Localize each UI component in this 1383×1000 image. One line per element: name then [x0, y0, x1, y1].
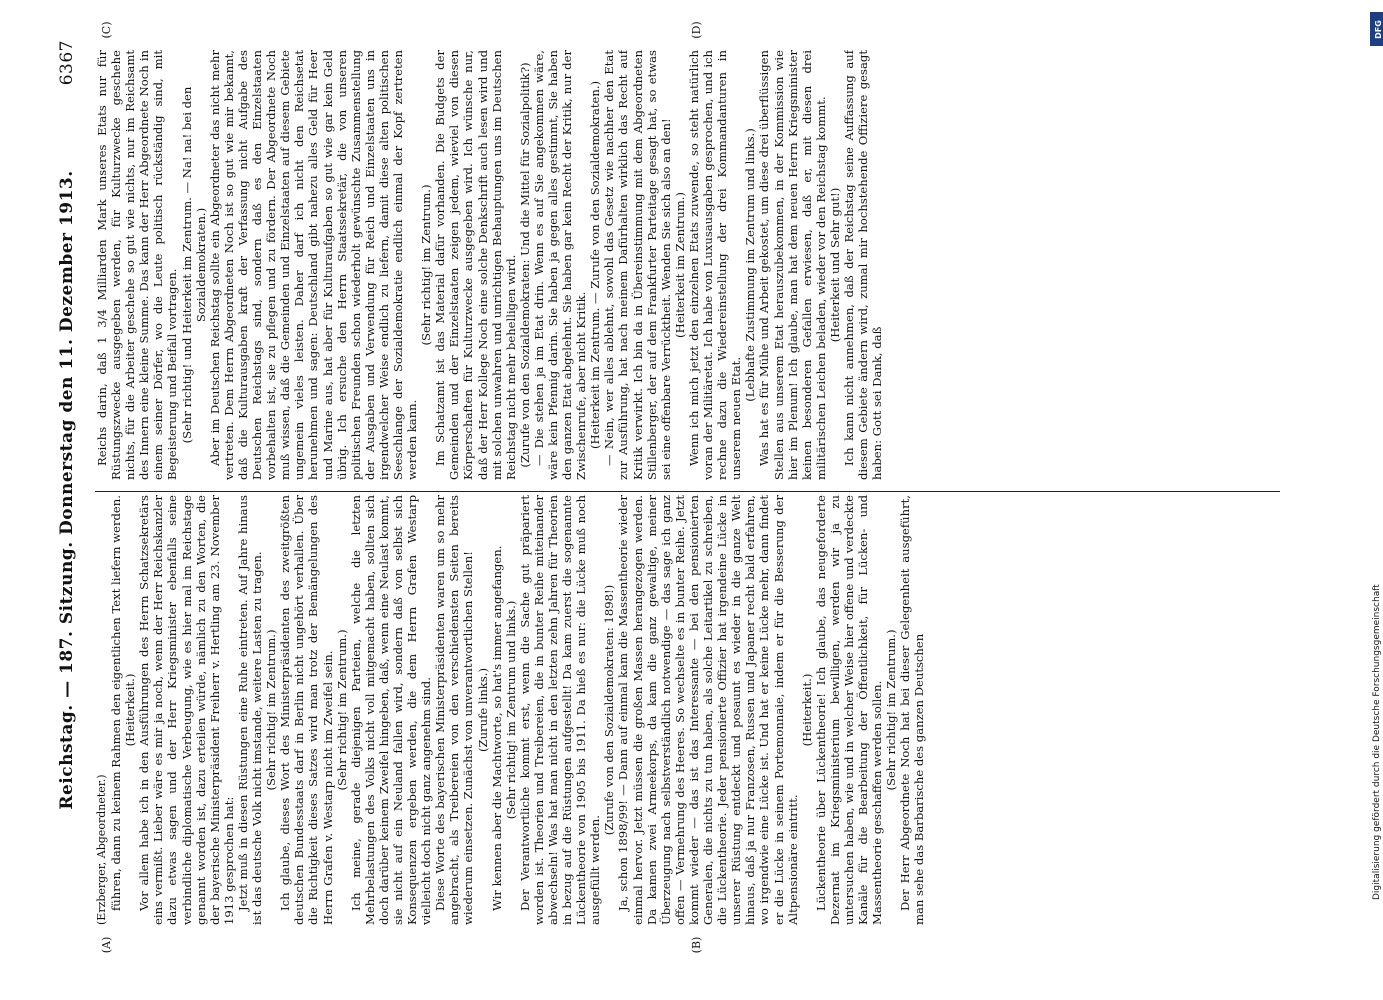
paragraph: (Sehr richtig! im Zentrum.) — [264, 629, 279, 791]
left-column — [95, 495, 1280, 925]
paragraph: (Heiterkeit.) — [799, 673, 814, 747]
paragraph: Der Verantwortliche kommt erst, wenn die Sache gut präpariert worden ist. Theorien und Treibereien, die in bunter Reihe miteinander abwechseln! Was hat man nicht in den letzten zehn Jahren für Theorien in bezug auf die Rüstungen aufgestellt! Da kam zuerst die sogenannte Lückentheorie von 1905 bis 1911. Da hieß es nur: die Lücke muß noch ausgefüllt werden. — [517, 495, 603, 925]
dfg-logo — [1370, 12, 1383, 46]
paragraph: Diese Worte des bayerischen Ministerpräsidenten waren um so mehr angebracht, als Treibereien von den verschiedensten Seiten bereits wiederum einsetzen. Zunächst von unverantwortlichen Stellen! — [433, 495, 476, 925]
paragraph: Ich kann nicht annehmen, daß der Reichstag seine Auffassung auf diesem Gebiete ändern wird, zumal mir hochstehende Offiziere gesagt haben: Gott sei Dank, daß — [841, 50, 885, 480]
page-title: Reichstag. — 187. Sitzung. Donnerstag den 11. Dezember 1913. — [57, 170, 77, 810]
margin-marker-d: (D) — [690, 21, 703, 39]
right-column — [95, 50, 1280, 480]
paragraph: Lückentheorie über Lückentheorie! Ich glaube, das neugeforderte Dezernat im Kriegsministerium bewilligen, werden wir ja zu untersuchen haben, wie und in welcher Weise hier offene und verdeckte Kanäle für die Bearbeitung der Öffentlichkeit, für Lücken- und Massentheorie geschaffen werden sollen. — [813, 495, 885, 925]
paragraph: führen, dann zu keinem Rahmen den eigentlichen Text liefern werden. — [109, 495, 124, 911]
paragraph: Ja, schon 1898/99! — Dann auf einmal kam die Massentheorie wieder einmal hervor. Jetzt müssen die großen Massen herangezogen werden. Da kamen zwei Armeekorps, da kam die ganz gewaltige, meiner Überzeugung nach selbstverständlich notwendige — das sage ich ganz offen — Vermehrung des Heeres. So wechselte es in bunter Reihe. Jetzt kommt wieder — das ist das Interessante — bei den pensionierten Generalen, die nichts zu tun haben, als solche Leitartikel zu schreiben, die Lückentheorie. Jeder pensionierte Offizier hat irgendeine Lücke in unserer Rüstung entdeckt und posaunt es wieder in die ganze Welt hinaus, daß ja nur Franzosen, Russen und Japaner recht bald erfahren, wo irgendwie eine Lücke ist. Und hat er keine Lücke mehr, dann findet er die Lücke in seinem Portemonnaie, indem er für die Besserung der Altpensionäre eintritt. — [616, 495, 800, 925]
margin-marker-c: (C) — [100, 21, 113, 39]
paragraph: (Heiterkeit im Zentrum. — Zurufe von den Sozialdemokraten.) — [588, 80, 603, 450]
paragraph: — Die stehen ja im Etat drin. Wenn es auf Sie angekommen wäre, wäre kein Pfennig darin. Sie haben ja gegen alles gestimmt, Sie haben den ganzen Etat abgelehnt. Sie haben gar kein Recht der Kritik, nur der Zwischenrufe, aber nicht Kritik. — [531, 50, 589, 480]
page-header — [52, 40, 82, 940]
margin-marker-b: (B) — [690, 936, 703, 954]
dfg-logo-text: DFG — [1373, 19, 1383, 39]
paragraph: Aber im Deutschen Reichstag sollte ein Abgeordneter das nicht mehr vertreten. Dem Herrn Abgeordneten Noch ist so gut wie mir bekannt, daß die Kulturausgaben kraft der Verfassung nicht Aufgabe des Deutschen Reichstags sind, sondern daß es den Einzelstaaten vorbehalten ist, sie zu pflegen und zu fördern. Der Abgeordnete Noch muß wissen, daß die Gemeinden und Einzelstaaten auf diesem Gebiete ungemein vieles leisten. Daher darf ich nicht den Reichsetat herunehmen und sagen: Deutschland gibt nahezu alles Geld für Heer und Marine aus, hat aber für Kulturaufgaben so gut wie gar kein Geld übrig. Ich ersuche den Herrn Staatssekretär, die von unseren politischen Freunden schon wiederholt gewünschte Zusammenstellung der Ausgaben und Verwendung für Reich und Einzelstaaten uns in irgendwelcher Weise endlich zu liefern, damit diese alten politischen Seeschlange der Sozialdemokratie endlich einmal der Kopf zertreten werden kann. — [207, 50, 420, 480]
paragraph: (Lebhafte Zustimmung im Zentrum und links.) — [743, 128, 758, 402]
paragraph: Reichs darin, daß 1 3/4 Milliarden Mark unseres Etats nur für Rüstungszwecke ausgegeben werden, für Kulturzwecke geschehe nichts, für die Arbeiter geschehe so gut wie nichts, nur im Reichsamt des Innern eine kleine Summe. Das kann der Herr Abgeordnete Noch in einem seiner Dörfer, wo die Leute politisch rückständig sind, mit Begeisterung und Beifall vortragen. — [95, 50, 180, 480]
right-paragraphs — [95, 50, 884, 480]
paragraph: (Sehr richtig! im Zentrum.) — [884, 629, 899, 791]
paragraph: — Nein, wer alles ablehnt, sowohl das Gesetz wie nachher den Etat zur Ausführung, hat nach meinem Dafürhalten wirklich das Recht auf Kritik verwirkt. Ich bin da in Übereinstimmung mit dem Abgeordneten Stillenberger, der auf dem Frankfurter Parteitage gesagt hat, so etwas sei eine offenbare Verrücktheit. Wenden Sie sich also an den! — [602, 50, 673, 480]
paragraph: (Zurufe von den Sozialdemokraten: 1898!) — [602, 584, 617, 836]
paragraph: (Heiterkeit.) — [123, 673, 138, 747]
margin-marker-a: (A) — [100, 936, 113, 954]
paragraph: Was hat es für Mühe und Arbeit gekostet, um diese drei überflüssigen Stellen aus unserem Etat herauszubekommen, in der Kommission wie hier im Plenum! Ich glaube, man hat dem neuen Herrn Kriegsminister keinen besonderen Gefallen erwiesen, daß er, mit diesen drei militärischen Leichen beladen, wieder vor den Reichstag kommt. — [757, 50, 828, 480]
paragraph: (Sehr richtig! im Zentrum und links.) — [503, 600, 518, 820]
paragraph: (Zurufe von den Sozialdemokraten: Und die Mittel für Sozialpolitik?) — [517, 62, 532, 468]
paragraph: Ich meine, gerade diejenigen Parteien, welche die letzten Mehrbelastungen des Volks nicht voll mitgemacht haben, sollten sich doch darüber keinem Zweifel hingeben, daß, wenn eine Neulast kommt, sie nicht auf ein Neuland fallen wird, sondern daß von selbst sich Konsequenzen ergeben werden, die dem Herrn Grafen Westarp vielleicht doch nicht ganz angenehm sind. — [348, 495, 434, 925]
paragraph: Ich glaube, dieses Wort des Ministerpräsidenten des zweitgrößten deutschen Bundesstaats darf in Berlin nicht ungehört verhallen. Über die Richtigkeit dieses Satzes wird man trotz der Bemängelungen des Herrn Grafen v. Westarp nicht im Zweifel sein. — [278, 495, 335, 925]
paragraph: (Sehr richtig! und Heiterkeit im Zentrum. — Na! na! bei den Sozialdemokraten.) — [179, 86, 208, 444]
column-divider — [95, 491, 1280, 492]
paragraph: (Heiterkeit im Zentrum.) — [672, 192, 687, 338]
paragraph: (Zurufe links.) — [475, 668, 490, 752]
paragraph: Jetzt muß in diesen Rüstungen eine Ruhe eintreten. Auf Jahre hinaus ist das deutsche Volk nicht imstande, weitere Lasten zu tragen. — [235, 495, 265, 925]
speaker-reference: (Erzberger, Abgeordneter.) — [95, 774, 108, 925]
paragraph: Im Schatzamt ist das Material dafür vorhanden. Die Budgets der Gemeinden und der Einzelstaaten zeigen jedem, wieviel von diesen Körperschaften für Kulturzwecke ausgegeben wird. Ich wünsche nur, daß der Herr Kollege Noch eine solche Denkschrift auch lesen wird und mit solchen unwahren und unrichtigen Behauptungen uns im Deutschen Reichstag nicht mehr behelligen wird. — [433, 50, 518, 480]
paragraph: Wir kennen aber die Machtworte, so hat's immer angefangen. — [489, 545, 504, 911]
paragraph: Der Herr Abgeordnete Noch hat bei dieser Gelegenheit ausgeführt, man sehe das Barbarische des ganzen Deutschen — [898, 495, 927, 925]
paragraph: (Sehr richtig! im Zentrum.) — [419, 184, 434, 346]
paragraph: (Sehr richtig! im Zentrum.) — [334, 629, 349, 791]
page-number: 6367 — [57, 40, 77, 86]
left-paragraphs — [109, 495, 926, 925]
paragraph: Vor allem habe ich in den Ausführungen des Herrn Schatzsekretärs eins vermißt. Lieber wäre es mir ja noch, wenn der Herr Reichskanzler dazu etwas sagen und der Herr Kriegsminister ebenfalls seine verbindliche diplomatische Verbeugung, wie es hier mal im Reichstage genannt worden ist, dazu erteilen würde, nämlich zu den Worten, die der bayerische Ministerpräsident Freiherr v. Hertling am 23. November 1913 gesprochen hat: — [137, 495, 236, 925]
digitization-note: Digitalisierung gefördert durch die Deutsche Forschungsgemeinschaft — [1372, 584, 1382, 900]
paragraph: (Heiterkeit und Sehr gut!) — [827, 187, 842, 343]
paragraph: Wenn ich mich jetzt den einzelnen Etats zuwende, so steht natürlich voran der Militäretat. Ich habe von Luxusausgaben gesprochen, und ich rechne dazu die Wiedereinstellung der drei Kommandanturen in unserem neuen Etat. — [686, 50, 744, 480]
